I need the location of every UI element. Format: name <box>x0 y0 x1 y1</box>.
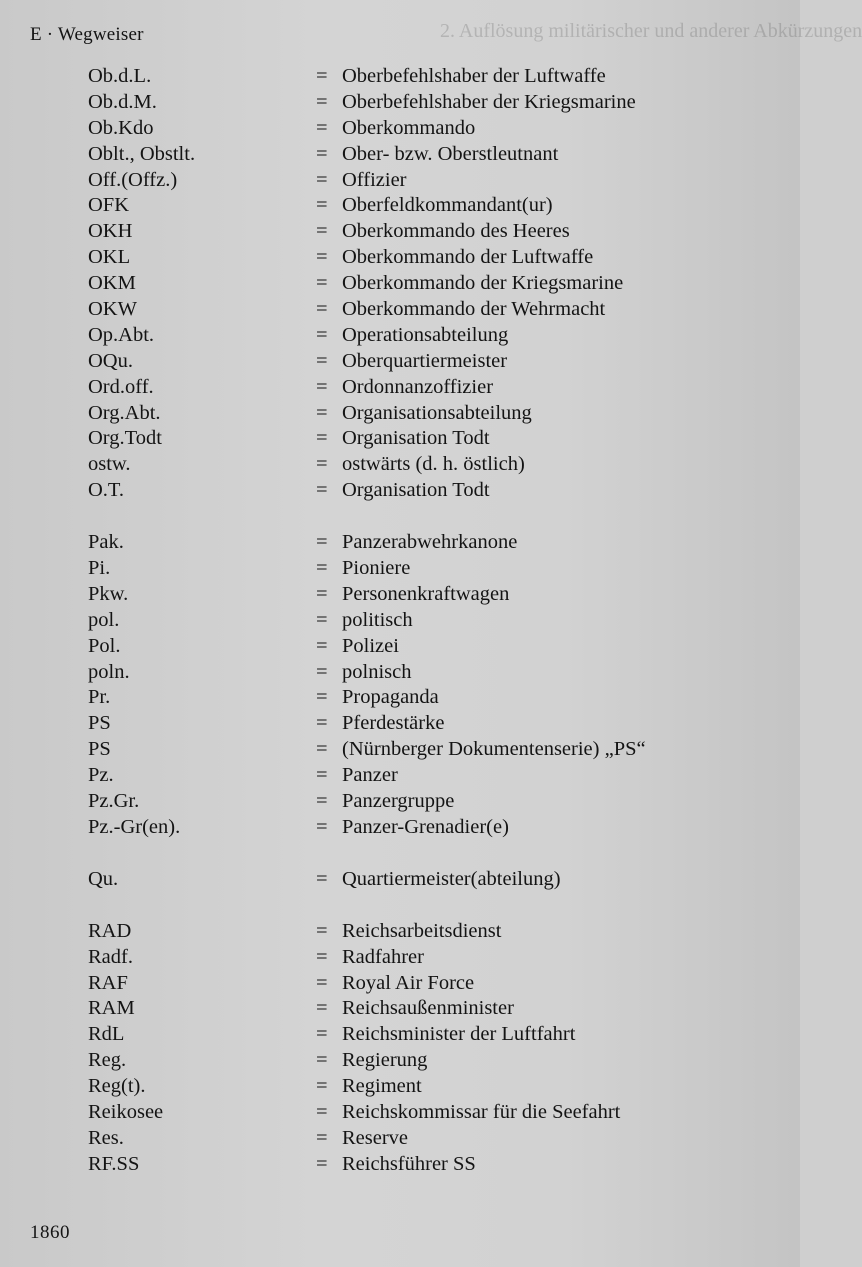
abbreviation: PS <box>88 738 111 761</box>
letter-section <box>0 530 800 841</box>
bleed-through-text: 2. Auflösung militärischer und anderer Abkürzungen <box>440 20 862 42</box>
equals-sign: = <box>316 1023 328 1046</box>
equals-sign: = <box>316 1100 328 1123</box>
abbreviation: OKW <box>88 298 137 321</box>
list-item <box>0 271 800 297</box>
list-item <box>0 168 800 194</box>
meaning: Pferdestärke <box>342 712 445 735</box>
meaning: Panzer <box>342 764 398 787</box>
page-number: 1860 <box>30 1222 70 1243</box>
list-item <box>0 452 800 478</box>
equals-sign: = <box>316 220 328 243</box>
list-item <box>0 608 800 634</box>
equals-sign: = <box>316 1126 328 1149</box>
abbreviation: Org.Todt <box>88 427 162 450</box>
meaning: Pioniere <box>342 557 411 580</box>
meaning: Ordonnanzoffizier <box>342 375 494 398</box>
abbreviation: Pak. <box>88 531 124 554</box>
abbreviation: Pr. <box>88 686 111 709</box>
abbreviation: RAF <box>88 971 128 994</box>
list-item <box>0 556 800 582</box>
equals-sign: = <box>316 349 328 372</box>
meaning: Operationsabteilung <box>342 323 509 346</box>
list-item <box>0 867 800 893</box>
abbreviation: ostw. <box>88 453 131 476</box>
list-item <box>0 582 800 608</box>
abbreviation: OKM <box>88 272 136 295</box>
meaning: Regiment <box>342 1075 422 1098</box>
list-item <box>0 193 800 219</box>
list-item <box>0 245 800 271</box>
list-item <box>0 660 800 686</box>
list-item <box>0 349 800 375</box>
equals-sign: = <box>316 634 328 657</box>
list-item <box>0 685 800 711</box>
meaning: Reserve <box>342 1126 409 1149</box>
abbreviation: RF.SS <box>88 1152 140 1175</box>
abbreviation: Pol. <box>88 634 121 657</box>
equals-sign: = <box>316 375 328 398</box>
equals-sign: = <box>316 246 328 269</box>
letter-section <box>0 867 800 893</box>
abbreviation: O.T. <box>88 479 125 502</box>
meaning: politisch <box>342 608 413 631</box>
meaning: Ober- bzw. Oberstleutnant <box>342 142 559 165</box>
abbreviation: Radf. <box>88 945 133 968</box>
equals-sign: = <box>316 712 328 735</box>
abbreviation: Op.Abt. <box>88 323 155 346</box>
meaning: Reichsminister der Luftfahrt <box>342 1023 576 1046</box>
abbreviation-list <box>0 64 800 1178</box>
equals-sign: = <box>316 919 328 942</box>
list-item <box>0 815 800 841</box>
abbreviation: Pz.Gr. <box>88 790 140 813</box>
equals-sign: = <box>316 479 328 502</box>
equals-sign: = <box>316 867 328 890</box>
list-item <box>0 478 800 504</box>
list-item <box>0 971 800 997</box>
meaning: Oberkommando der Kriegsmarine <box>342 272 624 295</box>
meaning: Reichsführer SS <box>342 1152 476 1175</box>
running-header: E · Wegweiser <box>30 24 144 45</box>
meaning: Propaganda <box>342 686 439 709</box>
abbreviation: poln. <box>88 660 130 683</box>
list-item <box>0 297 800 323</box>
equals-sign: = <box>316 116 328 139</box>
meaning: Radfahrer <box>342 945 424 968</box>
abbreviation: OKL <box>88 246 131 269</box>
abbreviation: RAD <box>88 919 132 942</box>
meaning: Oberkommando der Wehrmacht <box>342 298 606 321</box>
list-item <box>0 1100 800 1126</box>
list-item <box>0 1074 800 1100</box>
equals-sign: = <box>316 168 328 191</box>
meaning: Panzergruppe <box>342 790 455 813</box>
list-item <box>0 375 800 401</box>
abbreviation: Ob.Kdo <box>88 116 154 139</box>
abbreviation: pol. <box>88 608 120 631</box>
meaning: Panzerabwehrkanone <box>342 531 518 554</box>
abbreviation: Pz.-Gr(en). <box>88 815 181 838</box>
equals-sign: = <box>316 815 328 838</box>
equals-sign: = <box>316 298 328 321</box>
list-item <box>0 219 800 245</box>
abbreviation: Ob.d.M. <box>88 90 157 113</box>
abbreviation: Reg(t). <box>88 1075 146 1098</box>
abbreviation: Pi. <box>88 557 111 580</box>
meaning: Oberkommando der Luftwaffe <box>342 246 594 269</box>
abbreviation: RAM <box>88 997 135 1020</box>
list-item <box>0 763 800 789</box>
abbreviation: Off.(Offz.) <box>88 168 178 191</box>
equals-sign: = <box>316 582 328 605</box>
list-item <box>0 634 800 660</box>
list-item <box>0 1126 800 1152</box>
list-item <box>0 919 800 945</box>
equals-sign: = <box>316 142 328 165</box>
list-item <box>0 116 800 142</box>
meaning: Organisationsabteilung <box>342 401 532 424</box>
list-item <box>0 1022 800 1048</box>
abbreviation: Oblt., Obstlt. <box>88 142 196 165</box>
meaning: Reichsarbeitsdienst <box>342 919 502 942</box>
equals-sign: = <box>316 557 328 580</box>
list-item <box>0 737 800 763</box>
abbreviation: Pkw. <box>88 582 129 605</box>
abbreviation: OQu. <box>88 349 133 372</box>
meaning: ostwärts (d. h. östlich) <box>342 453 525 476</box>
list-item <box>0 996 800 1022</box>
equals-sign: = <box>316 531 328 554</box>
list-item <box>0 426 800 452</box>
meaning: Reichsaußenminister <box>342 997 514 1020</box>
abbreviation: Ob.d.L. <box>88 65 152 87</box>
meaning: Oberkommando <box>342 116 476 139</box>
equals-sign: = <box>316 272 328 295</box>
equals-sign: = <box>316 971 328 994</box>
abbreviation: Reikosee <box>88 1100 164 1123</box>
equals-sign: = <box>316 323 328 346</box>
abbreviation: Pz. <box>88 764 114 787</box>
abbreviation: Org.Abt. <box>88 401 161 424</box>
list-item <box>0 789 800 815</box>
list-item <box>0 64 800 90</box>
equals-sign: = <box>316 764 328 787</box>
list-item <box>0 945 800 971</box>
list-item <box>0 530 800 556</box>
letter-section <box>0 919 800 1178</box>
abbreviation: Res. <box>88 1126 124 1149</box>
meaning: Regierung <box>342 1049 428 1072</box>
equals-sign: = <box>316 738 328 761</box>
equals-sign: = <box>316 194 328 217</box>
list-item <box>0 401 800 427</box>
letter-section <box>0 64 800 504</box>
list-item <box>0 711 800 737</box>
meaning: polnisch <box>342 660 412 683</box>
equals-sign: = <box>316 90 328 113</box>
meaning: Quartiermeister(abteilung) <box>342 867 561 890</box>
equals-sign: = <box>316 790 328 813</box>
equals-sign: = <box>316 1152 328 1175</box>
abbreviation: RdL <box>88 1023 125 1046</box>
equals-sign: = <box>316 997 328 1020</box>
abbreviation: Ord.off. <box>88 375 154 398</box>
meaning: (Nürnberger Dokumentenserie) „PS“ <box>342 738 646 761</box>
meaning: Oberkommando des Heeres <box>342 220 570 243</box>
list-item <box>0 323 800 349</box>
abbreviation: Reg. <box>88 1049 127 1072</box>
list-item <box>0 1152 800 1178</box>
list-item <box>0 1048 800 1074</box>
list-item <box>0 90 800 116</box>
meaning: Oberbefehlshaber der Kriegsmarine <box>342 90 636 113</box>
meaning: Oberfeldkommandant(ur) <box>342 194 553 217</box>
abbreviation: Qu. <box>88 867 119 890</box>
equals-sign: = <box>316 660 328 683</box>
abbreviation: OKH <box>88 220 133 243</box>
meaning: Polizei <box>342 634 399 657</box>
meaning: Organisation Todt <box>342 427 490 450</box>
equals-sign: = <box>316 1049 328 1072</box>
meaning: Reichskommissar für die Seefahrt <box>342 1100 621 1123</box>
abbreviation: OFK <box>88 194 130 217</box>
equals-sign: = <box>316 608 328 631</box>
meaning: Royal Air Force <box>342 971 475 994</box>
meaning: Offizier <box>342 168 407 191</box>
meaning: Panzer-Grenadier(e) <box>342 815 509 838</box>
meaning: Oberbefehlshaber der Luftwaffe <box>342 65 606 87</box>
meaning: Personenkraftwagen <box>342 582 510 605</box>
abbreviation: PS <box>88 712 111 735</box>
equals-sign: = <box>316 453 328 476</box>
meaning: Oberquartiermeister <box>342 349 508 372</box>
equals-sign: = <box>316 401 328 424</box>
list-item <box>0 142 800 168</box>
meaning: Organisation Todt <box>342 479 490 502</box>
equals-sign: = <box>316 65 328 87</box>
equals-sign: = <box>316 945 328 968</box>
equals-sign: = <box>316 1075 328 1098</box>
equals-sign: = <box>316 686 328 709</box>
equals-sign: = <box>316 427 328 450</box>
